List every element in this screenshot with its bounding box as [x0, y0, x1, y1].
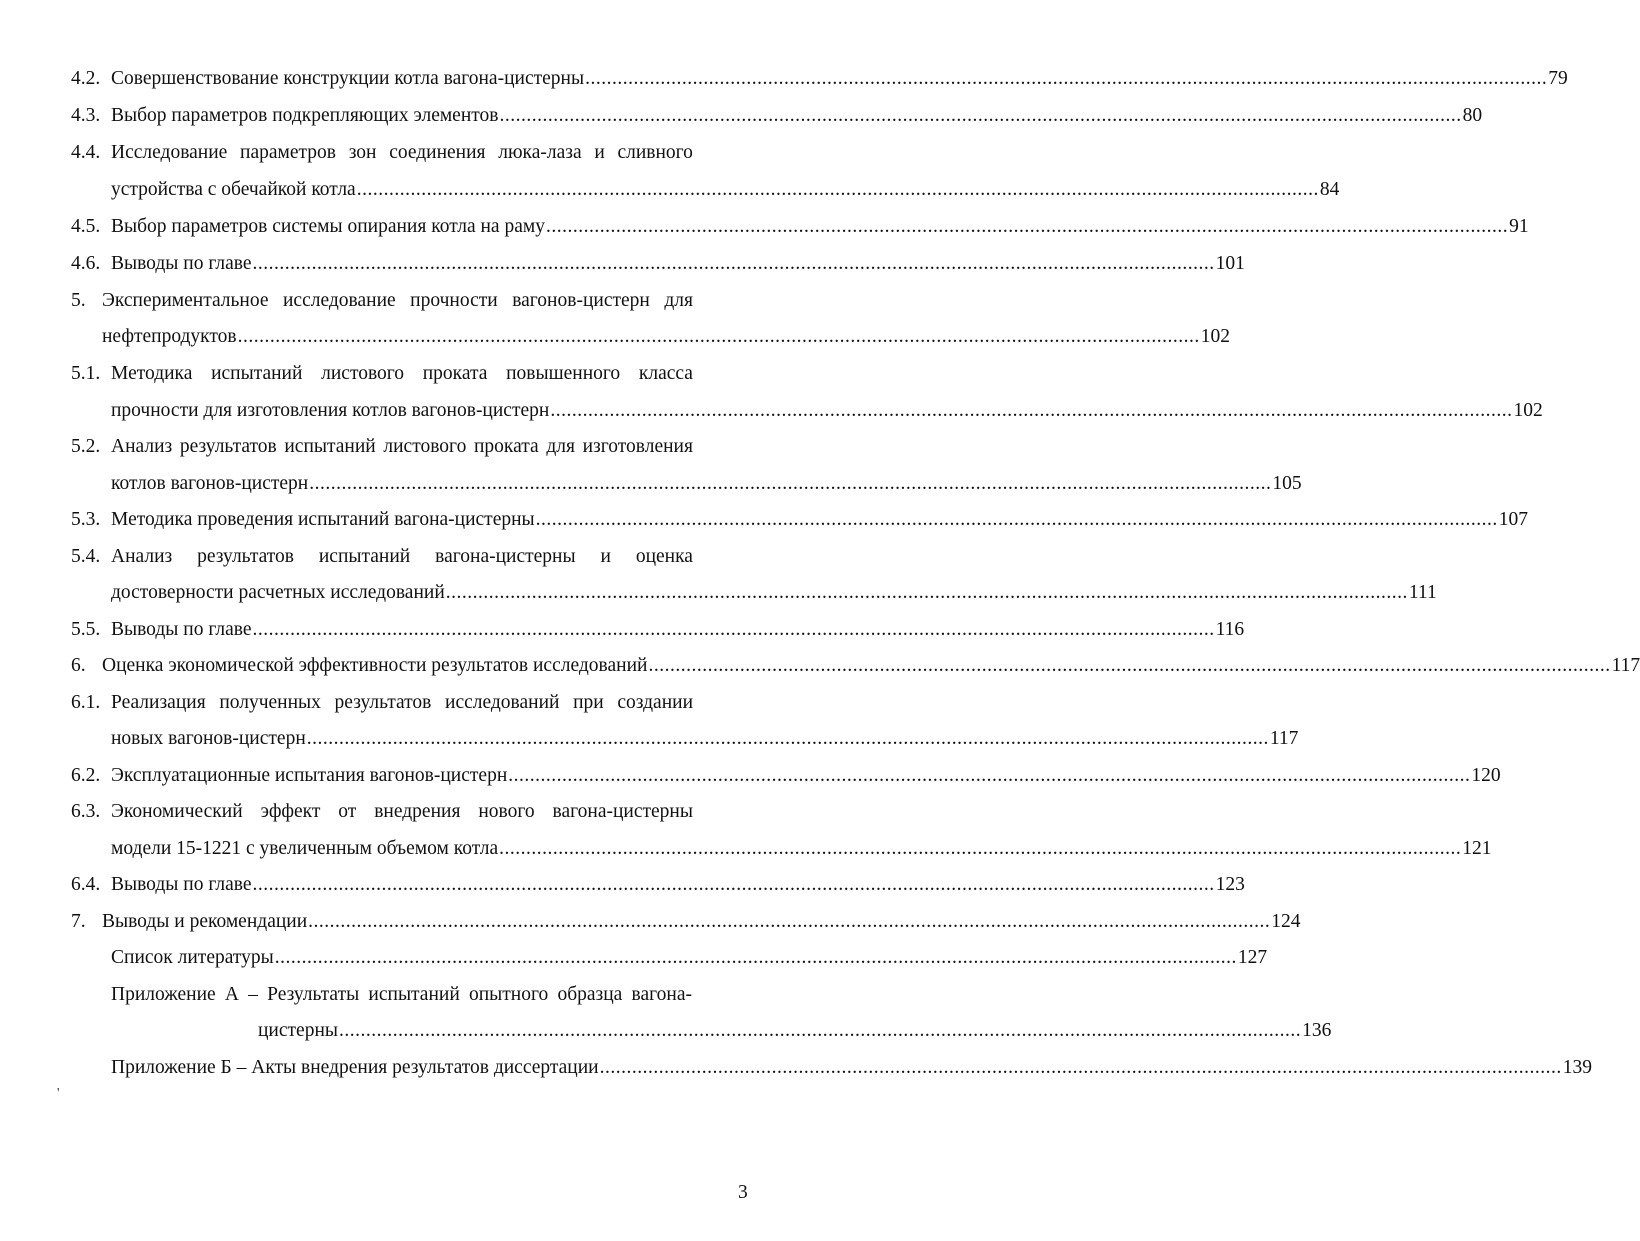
toc-number: 5.2.: [71, 436, 101, 457]
toc-entry-5-4-continuation: [111, 578, 1437, 608]
toc-word: для: [546, 436, 575, 457]
toc-page-number: 102: [1200, 326, 1230, 347]
toc-word: проката: [422, 363, 488, 384]
toc-entry-5-continuation: [102, 322, 1230, 352]
dot-leader: ...................................................................................................................................................................................: [508, 765, 1471, 786]
toc-word: зон: [348, 142, 377, 163]
toc-word: вагона-: [631, 984, 692, 1005]
toc-page-number: 127: [1237, 947, 1268, 968]
toc-word: Анализ: [111, 546, 173, 567]
toc-number: 4.6.: [71, 253, 101, 274]
toc-page-number: 121: [1462, 838, 1492, 859]
toc-word: вагона-цистерны: [552, 801, 693, 822]
toc-word: А: [224, 984, 239, 1005]
toc-entry-5: [71, 286, 762, 316]
toc-word: исследований: [445, 692, 560, 713]
toc-word: эффект: [260, 801, 321, 822]
toc-title-row: [111, 1053, 1592, 1083]
toc-page-number: 123: [1215, 874, 1245, 895]
toc-page-number: 136: [1302, 1020, 1332, 1041]
toc-entry-4-6: [71, 249, 1245, 279]
toc-title: Эксплуатационные испытания вагонов-цистерн: [111, 765, 508, 786]
toc-title-row: [102, 651, 1640, 681]
toc-word: для: [664, 290, 693, 311]
stray-mark: ': [57, 1086, 60, 1101]
toc-number: 6.2.: [71, 765, 101, 786]
toc-word: исследование: [283, 290, 396, 311]
toc-word: класса: [638, 363, 693, 384]
toc-entry-5-1: [71, 359, 762, 389]
toc-title-row: [111, 724, 1299, 754]
toc-title-row: [111, 870, 1245, 900]
toc-title-continuation: модели 15-1221 с увеличенным объемом котла: [111, 838, 499, 859]
toc-word: результатов: [197, 546, 294, 567]
toc-entry-appendix-b: [111, 1053, 1592, 1083]
toc-title-row: [111, 101, 1483, 131]
toc-word: соединения: [389, 142, 486, 163]
dot-leader: ...................................................................................................................................................................................: [306, 728, 1269, 749]
toc-title-row: [102, 907, 1301, 937]
toc-entry-4-5: [71, 212, 1529, 242]
toc-word: испытаний: [318, 546, 411, 567]
toc-word: опытного: [468, 984, 549, 1005]
toc-number: 6.: [71, 655, 86, 676]
toc-entry-6-1: [71, 688, 762, 718]
toc-number: 5.4.: [71, 546, 101, 567]
toc-entry-appendix-a-continuation: [258, 1016, 1332, 1046]
toc-word: повышенного: [506, 363, 621, 384]
toc-title-first-line: [111, 797, 693, 827]
toc-page-number: 102: [1513, 400, 1543, 421]
toc-title-row: [111, 834, 1492, 864]
toc-title-row: [111, 943, 1268, 973]
dot-leader: ...................................................................................................................................................................................: [535, 509, 1498, 530]
toc-word: Реализация: [111, 692, 206, 713]
toc-title-first-line: [111, 432, 693, 462]
toc-title-first-line: [111, 542, 693, 572]
dot-leader: ...................................................................................................................................................................................: [274, 947, 1237, 968]
toc-word: сливного: [617, 142, 693, 163]
toc-word: листового: [383, 436, 467, 457]
toc-entry-5-1-continuation: [111, 396, 1543, 426]
toc-word: испытаний: [368, 984, 460, 1005]
toc-entry-5-2: [71, 432, 762, 462]
toc-title-row: [111, 578, 1437, 608]
toc-page-number: 91: [1509, 216, 1529, 237]
toc-title: Совершенствование конструкции котла вагона-цистерны: [111, 68, 585, 89]
toc-title: Выводы по главе: [111, 619, 252, 640]
toc-word: образца: [557, 984, 623, 1005]
toc-number: 4.3.: [71, 105, 101, 126]
toc-number: 6.1.: [71, 692, 101, 713]
toc-number: 5.1.: [71, 363, 101, 384]
toc-title-row: [111, 469, 1302, 499]
toc-title: Выводы по главе: [111, 253, 252, 274]
toc-word: люка-лаза: [498, 142, 582, 163]
toc-page-number: 107: [1498, 509, 1529, 530]
toc-word: испытаний: [284, 436, 376, 457]
toc-word: результатов: [334, 692, 432, 713]
toc-word: при: [573, 692, 604, 713]
dot-leader: ...................................................................................................................................................................................: [499, 105, 1462, 126]
dot-leader: ...................................................................................................................................................................................: [309, 473, 1272, 494]
toc-title-row: [111, 249, 1245, 279]
toc-title-continuation: котлов вагонов-цистерн: [111, 473, 309, 494]
toc-page-number: 84: [1319, 179, 1340, 200]
toc-title-row: [111, 615, 1245, 645]
toc-word: Экономический: [111, 801, 243, 822]
toc-word: нового: [478, 801, 535, 822]
toc-title: Выбор параметров подкрепляющих элементов: [111, 105, 499, 126]
dot-leader: ...................................................................................................................................................................................: [308, 911, 1271, 932]
toc-word: Анализ: [111, 436, 173, 457]
dot-leader: ...................................................................................................................................................................................: [550, 400, 1513, 421]
toc-number: 5.: [71, 290, 86, 311]
toc-entry-6-3-continuation: [111, 834, 1492, 864]
toc-word: –: [248, 984, 258, 1005]
toc-title: Список литературы: [111, 947, 274, 968]
toc-page-number: 111: [1408, 582, 1437, 603]
toc-title-row: [258, 1016, 1332, 1046]
toc-number: 5.5.: [71, 619, 101, 640]
toc-entry-6-3: [71, 797, 762, 827]
toc-word: оценка: [635, 546, 693, 567]
toc-title-continuation: устройства с обечайкой котла: [111, 179, 356, 200]
page-number: 3: [738, 1182, 748, 1203]
toc-number: 4.5.: [71, 216, 101, 237]
toc-entry-references: [111, 943, 1268, 973]
dot-leader: ...................................................................................................................................................................................: [545, 216, 1509, 237]
toc-number: 6.4.: [71, 874, 101, 895]
toc-word: Методика: [111, 363, 193, 384]
toc-word: испытаний: [211, 363, 303, 384]
toc-word: листового: [321, 363, 405, 384]
toc-title-first-line: [111, 980, 692, 1010]
toc-entry-5-3: [71, 505, 1529, 535]
toc-entry-4-4: [71, 138, 762, 168]
toc-title-continuation: нефтепродуктов: [102, 326, 237, 347]
toc-title-continuation: новых вагонов-цистерн: [111, 728, 306, 749]
toc-word: создании: [617, 692, 693, 713]
toc-word: от: [338, 801, 357, 822]
toc-number: 5.3.: [71, 509, 101, 530]
toc-word: Экспериментальное: [102, 290, 269, 311]
toc-page-number: 120: [1471, 765, 1501, 786]
toc-title-row: [102, 322, 1230, 352]
toc-title-continuation: цистерны: [258, 1020, 338, 1041]
dot-leader: ...................................................................................................................................................................................: [648, 655, 1611, 676]
toc-title-continuation: достоверности расчетных исследований: [111, 582, 445, 603]
dot-leader: ...................................................................................................................................................................................: [252, 874, 1215, 895]
toc-page-number: 117: [1269, 728, 1299, 749]
toc-number: 4.2.: [71, 68, 101, 89]
toc-page-number: 139: [1562, 1057, 1592, 1078]
toc-title-row: [111, 212, 1529, 242]
dot-leader: ...................................................................................................................................................................................: [445, 582, 1408, 603]
toc-word: и: [600, 546, 611, 567]
toc-title-first-line: [111, 138, 693, 168]
toc-word: прочности: [410, 290, 498, 311]
toc-word: внедрения: [374, 801, 461, 822]
toc-page-number: 124: [1271, 911, 1301, 932]
toc-entry-5-4: [71, 542, 762, 572]
toc-word: изготовления: [582, 436, 693, 457]
toc-title: Методика проведения испытаний вагона-цистерны: [111, 509, 535, 530]
toc-entry-5-5: [71, 615, 1245, 645]
toc-word: Исследование: [111, 142, 228, 163]
toc-number: 7.: [71, 911, 86, 932]
toc-title-row: [111, 396, 1543, 426]
toc-entry-5-2-continuation: [111, 469, 1302, 499]
toc-entry-6-2: [71, 761, 1501, 791]
toc-entry-4-4-continuation: [111, 175, 1340, 205]
dot-leader: ...................................................................................................................................................................................: [252, 619, 1215, 640]
toc-title: Оценка экономической эффективности результатов исследований: [102, 655, 648, 676]
toc-word: и: [594, 142, 605, 163]
toc-entry-4-3: [71, 101, 1483, 131]
toc-page-number: 80: [1462, 105, 1483, 126]
toc-title-row: [111, 761, 1501, 791]
toc-entry-appendix-a: [111, 980, 762, 1010]
toc-number: 4.4.: [71, 142, 101, 163]
dot-leader: ...................................................................................................................................................................................: [356, 179, 1319, 200]
toc-title-first-line: [111, 688, 693, 718]
toc-title-continuation: прочности для изготовления котлов вагонов-цистерн: [111, 400, 550, 421]
dot-leader: ...................................................................................................................................................................................: [599, 1057, 1562, 1078]
toc-title: Выбор параметров системы опирания котла на раму: [111, 216, 545, 237]
toc-entry-7: [71, 907, 1301, 937]
toc-word: вагона-цистерны: [435, 546, 576, 567]
toc-page-number: 79: [1548, 68, 1568, 89]
toc-title-row: [111, 175, 1340, 205]
toc-title: Выводы по главе: [111, 874, 252, 895]
toc-word: вагонов-цистерн: [512, 290, 650, 311]
toc-entry-6-4: [71, 870, 1245, 900]
toc-title-first-line: [111, 359, 693, 389]
toc-title-row: [111, 505, 1529, 535]
toc-word: Результаты: [267, 984, 360, 1005]
toc-page-number: 117: [1611, 655, 1640, 676]
toc-word: проката: [473, 436, 539, 457]
toc-entry-6-1-continuation: [111, 724, 1299, 754]
toc-word: результатов: [179, 436, 277, 457]
toc-title: Выводы и рекомендации: [102, 911, 308, 932]
toc-word: параметров: [240, 142, 336, 163]
toc-title-row: [111, 64, 1568, 94]
dot-leader: ...................................................................................................................................................................................: [252, 253, 1215, 274]
dot-leader: ...................................................................................................................................................................................: [585, 68, 1548, 89]
dot-leader: ...................................................................................................................................................................................: [237, 326, 1200, 347]
dot-leader: ...................................................................................................................................................................................: [339, 1020, 1302, 1041]
toc-title: Приложение Б – Акты внедрения результатов диссертации: [111, 1057, 599, 1078]
toc-entry-4-2: [71, 64, 1568, 94]
dot-leader: ...................................................................................................................................................................................: [499, 838, 1462, 859]
toc-page-number: 101: [1215, 253, 1245, 274]
toc-number: 6.3.: [71, 801, 101, 822]
toc-entry-6: [71, 651, 1640, 681]
toc-word: полученных: [219, 692, 321, 713]
toc-page-number: 105: [1272, 473, 1302, 494]
toc-word: Приложение: [111, 984, 216, 1005]
toc-page-number: 116: [1215, 619, 1245, 640]
toc-title-first-line: [102, 286, 693, 316]
